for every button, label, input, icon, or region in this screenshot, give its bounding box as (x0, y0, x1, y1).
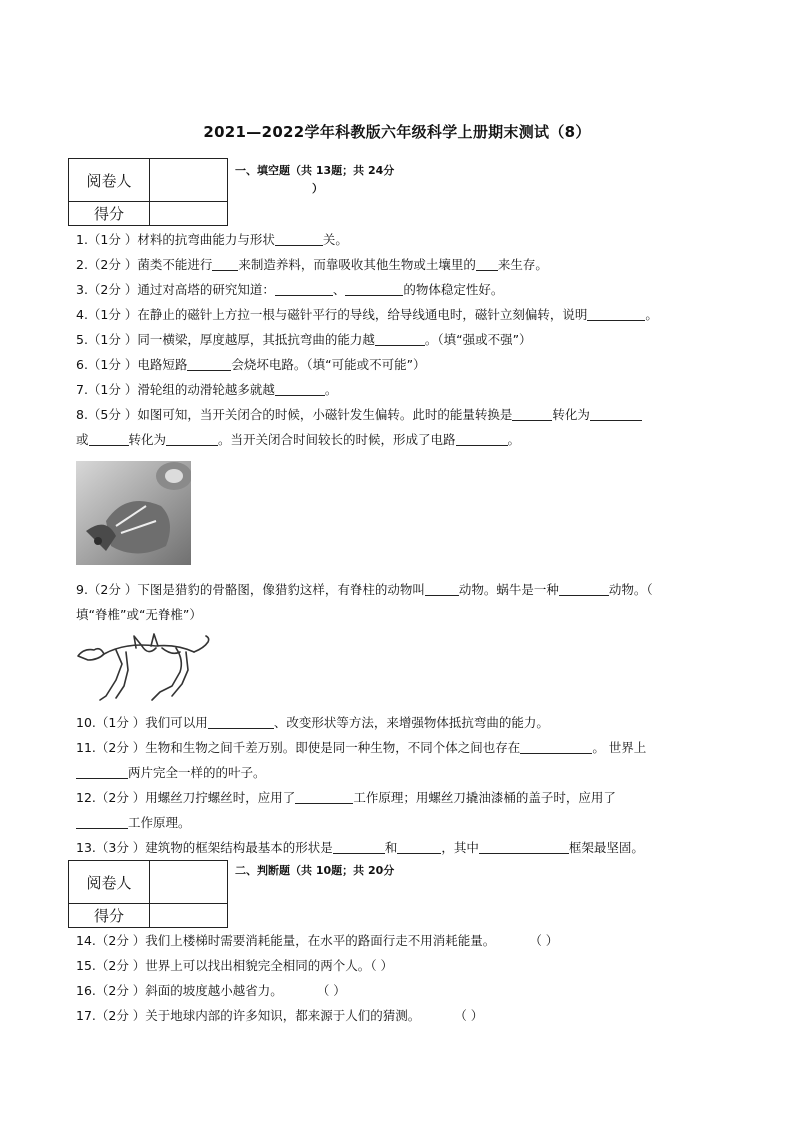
question-text: 。 (507, 432, 521, 447)
answer-blank[interactable] (208, 715, 274, 729)
section-heading (235, 862, 415, 880)
answer-blank[interactable] (89, 432, 129, 446)
question-text: 动物。（ (608, 582, 653, 597)
question-text: 13.（3分 ）建筑物的框架结构最基本的形状是 (76, 840, 333, 855)
score-box (68, 158, 228, 226)
score-box (68, 860, 228, 928)
answer-blank[interactable] (275, 232, 323, 246)
answer-blank[interactable] (166, 432, 218, 446)
answer-blank[interactable] (275, 382, 325, 396)
question-8 (76, 406, 642, 449)
question-text: 或 (76, 432, 89, 447)
question-text: 。当开关闭合时间较长的时候，形成了电路 (218, 432, 456, 447)
question-14 (76, 932, 558, 950)
question-text: 。 (324, 382, 338, 397)
question-text: 来生存。 (497, 257, 548, 272)
reviewer-cell[interactable] (150, 159, 228, 202)
question-6 (76, 356, 426, 374)
answer-blank[interactable] (476, 257, 498, 271)
question-text: 的物体稳定性好。 (403, 282, 504, 297)
answer-blank[interactable] (512, 407, 552, 421)
circuit-experiment-photo (76, 461, 191, 565)
question-5 (76, 331, 532, 349)
question-17 (76, 1007, 483, 1025)
answer-blank[interactable] (345, 282, 403, 296)
answer-blank[interactable] (425, 582, 459, 596)
question-10 (76, 714, 549, 732)
question-text: 工作原理。 (128, 815, 191, 830)
cheetah-skeleton-drawing (76, 630, 211, 702)
question-2 (76, 256, 548, 274)
question-text: 转化为 (552, 407, 590, 422)
section-heading-line1: 一、填空题（共 13题；共 24分 (235, 164, 395, 177)
section-heading-line1: 二、判断题（共 10题；共 20分 (235, 864, 395, 877)
answer-blank[interactable] (295, 790, 353, 804)
answer-blank[interactable] (456, 432, 508, 446)
answer-paren[interactable]: （ ） (454, 1008, 484, 1023)
question-text: 12.（2分 ）用螺丝刀拧螺丝时，应用了 (76, 790, 296, 805)
answer-blank[interactable] (275, 282, 333, 296)
answer-blank[interactable] (479, 840, 569, 854)
question-text: 会烧坏电路。（填“可能或不可能”） (231, 357, 426, 372)
question-text: 9.（2分 ）下图是猎豹的骨骼图，像猎豹这样，有脊柱的动物叫 (76, 582, 425, 597)
question-text: 填“脊椎”或“无脊椎”） (76, 607, 202, 622)
question-text: 转化为 (128, 432, 167, 447)
reviewer-label: 阅卷人 (69, 159, 150, 202)
reviewer-label: 阅卷人 (69, 861, 150, 904)
question-text: 15.（2分 ）世界上可以找出相貌完全相同的两个人。 (76, 958, 371, 973)
score-label: 得分 (69, 202, 150, 226)
question-text: 和 (384, 840, 398, 855)
question-4 (76, 306, 658, 324)
answer-blank[interactable] (587, 307, 645, 321)
question-text: 框架最坚固。 (568, 840, 644, 855)
question-16 (76, 982, 346, 1000)
score-label: 得分 (69, 904, 150, 928)
question-text: 14.（2分 ）我们上楼梯时需要消耗能量，在水平的路面行走不用消耗能量。 (76, 933, 496, 948)
question-text: 5.（1分 ）同一横梁，厚度越厚，其抵抗弯曲的能力越 (76, 332, 375, 347)
question-15 (76, 957, 393, 975)
question-text: 、 (332, 282, 346, 297)
question-text: 10.（1分 ）我们可以用 (76, 715, 208, 730)
answer-blank[interactable] (397, 840, 441, 854)
question-text: 7.（1分 ）滑轮组的动滑轮越多就越 (76, 382, 275, 397)
question-text: 工作原理；用螺丝刀撬油漆桶的盖子时，应用了 (353, 790, 616, 805)
answer-blank[interactable] (375, 332, 425, 346)
score-cell[interactable] (150, 202, 228, 226)
question-13 (76, 839, 644, 857)
question-text: 6.（1分 ）电路短路 (76, 357, 188, 372)
question-3 (76, 281, 503, 299)
question-9 (76, 581, 653, 624)
answer-blank[interactable] (559, 582, 609, 596)
question-7 (76, 381, 337, 399)
answer-blank[interactable] (333, 840, 385, 854)
answer-blank[interactable] (187, 357, 231, 371)
answer-blank[interactable] (76, 765, 128, 779)
question-text: 、改变形状等方法，来增强物体抵抗弯曲的能力。 (273, 715, 549, 730)
question-text: 11.（2分 ）生物和生物之间千差万别。即使是同一种生物，不同个体之间也存在 (76, 740, 521, 755)
question-text: 动物。蜗牛是一种 (458, 582, 559, 597)
page-title: 2021—2022学年科教版六年级科学上册期末测试（8） (203, 123, 591, 141)
question-text: 2.（2分 ）菌类不能进行 (76, 257, 213, 272)
question-text: ，其中 (441, 840, 479, 855)
answer-blank[interactable] (76, 815, 128, 829)
question-text: 。（填“强或不强”） (424, 332, 532, 347)
answer-paren[interactable]: （ ） (529, 933, 559, 948)
question-12 (76, 789, 616, 832)
answer-blank[interactable] (590, 407, 642, 421)
question-text: 来制造养料，而靠吸收其他生物或土壤里的 (238, 257, 476, 272)
question-text: 8.（5分 ）如图可知，当开关闭合的时候，小磁针发生偏转。此时的能量转换是 (76, 407, 513, 422)
question-11 (76, 739, 646, 782)
question-text: 关。 (322, 232, 348, 247)
question-text: 16.（2分 ）斜面的坡度越小越省力。 (76, 983, 283, 998)
answer-paren[interactable]: （ ） (316, 983, 346, 998)
question-text: 1.（1分 ）材料的抗弯曲能力与形状 (76, 232, 275, 247)
section-heading (235, 162, 415, 198)
answer-paren[interactable]: （ ） (370, 958, 394, 973)
question-1 (76, 231, 348, 249)
question-text: 4.（1分 ）在静止的磁针上方拉一根与磁针平行的导线，给导线通电时，磁针立刻偏转，说明 (76, 307, 588, 322)
question-text: 17.（2分 ）关于地球内部的许多知识，都来源于人们的猜测。 (76, 1008, 421, 1023)
score-cell[interactable] (150, 904, 228, 928)
answer-blank[interactable] (212, 257, 238, 271)
question-text: 。 世界上 (592, 740, 647, 755)
question-text: 两片完全一样的的叶子。 (128, 765, 266, 780)
section-heading-line2: ） (312, 182, 323, 195)
question-text: 3.（2分 ）通过对高塔的研究知道： (76, 282, 275, 297)
answer-blank[interactable] (520, 740, 592, 754)
reviewer-cell[interactable] (150, 861, 228, 904)
question-text: 。 (645, 307, 658, 322)
